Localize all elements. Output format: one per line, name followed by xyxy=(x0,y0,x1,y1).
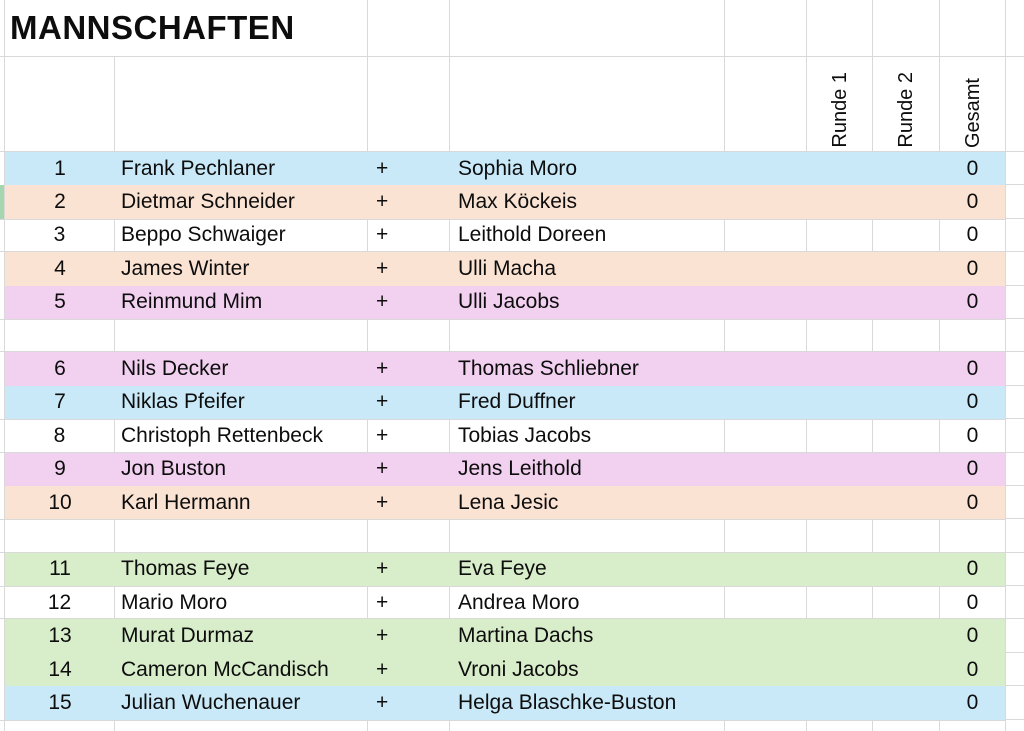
gesamt-value[interactable]: 0 xyxy=(940,453,1006,486)
spacer-cell xyxy=(725,185,807,218)
runde1-cell[interactable] xyxy=(807,486,873,519)
row-right-sliver xyxy=(1006,386,1024,419)
plus-sign[interactable]: + xyxy=(368,419,450,452)
team-number[interactable]: 4 xyxy=(5,252,115,285)
header-row-cell-d xyxy=(450,57,725,152)
title-row-cell-e xyxy=(725,0,807,57)
player2-name[interactable]: Leithold Doreen xyxy=(450,219,725,252)
gesamt-value[interactable]: 0 xyxy=(940,252,1006,285)
player1-name[interactable]: Julian Wuchenauer xyxy=(115,686,368,719)
plus-sign[interactable]: + xyxy=(368,686,450,719)
row-right-sliver xyxy=(1006,653,1024,686)
runde2-cell[interactable] xyxy=(873,453,940,486)
player1-name[interactable]: Dietmar Schneider xyxy=(115,185,368,218)
spacer-cell xyxy=(725,252,807,285)
team-number[interactable]: 9 xyxy=(5,453,115,486)
runde1-cell[interactable] xyxy=(807,653,873,686)
player2-name[interactable]: Jens Leithold xyxy=(450,453,725,486)
header-row-cell-e xyxy=(725,57,807,152)
row-right-sliver xyxy=(1006,686,1024,719)
gap-row-5-cell-d xyxy=(450,319,725,352)
sheet-title[interactable]: MANNSCHAFTEN xyxy=(5,0,368,57)
gesamt-value[interactable]: 0 xyxy=(940,653,1006,686)
runde1-cell[interactable] xyxy=(807,553,873,586)
gap-row-10-cell-d xyxy=(450,519,725,552)
player1-name[interactable]: Beppo Schwaiger xyxy=(115,219,368,252)
runde2-cell[interactable] xyxy=(873,286,940,319)
player1-name[interactable]: Frank Pechlaner xyxy=(115,152,368,185)
spacer-cell xyxy=(725,219,807,252)
player2-name[interactable]: Tobias Jacobs xyxy=(450,419,725,452)
team-number[interactable]: 6 xyxy=(5,352,115,385)
player2-name[interactable]: Helga Blaschke-Buston xyxy=(450,686,725,719)
bottom-row-cell-c xyxy=(368,720,450,731)
player1-name[interactable]: Niklas Pfeifer xyxy=(115,386,368,419)
gesamt-value[interactable]: 0 xyxy=(940,386,1006,419)
col-header-gesamt[interactable] xyxy=(940,57,1006,152)
header-row-cell-c xyxy=(368,57,450,152)
col-header-runde-1-label: Runde 1 xyxy=(828,72,851,148)
player2-name[interactable]: Max Köckeis xyxy=(450,185,725,218)
plus-sign[interactable]: + xyxy=(368,653,450,686)
row-right-sliver xyxy=(1006,553,1024,586)
spacer-cell xyxy=(725,386,807,419)
runde1-cell[interactable] xyxy=(807,286,873,319)
team-number[interactable]: 14 xyxy=(5,653,115,686)
gap-row-5-cell-e xyxy=(725,319,807,352)
runde2-cell[interactable] xyxy=(873,219,940,252)
runde1-cell[interactable] xyxy=(807,252,873,285)
runde1-cell[interactable] xyxy=(807,386,873,419)
row-right-sliver xyxy=(1006,252,1024,285)
player2-name[interactable]: Fred Duffner xyxy=(450,386,725,419)
plus-sign[interactable]: + xyxy=(368,453,450,486)
team-number[interactable]: 5 xyxy=(5,286,115,319)
row-right-sliver xyxy=(1006,185,1024,218)
team-number[interactable]: 2 xyxy=(5,185,115,218)
runde2-cell[interactable] xyxy=(873,653,940,686)
gesamt-value[interactable]: 0 xyxy=(940,686,1006,719)
runde2-cell[interactable] xyxy=(873,686,940,719)
runde1-cell[interactable] xyxy=(807,419,873,452)
gesamt-value[interactable]: 0 xyxy=(940,152,1006,185)
runde2-cell[interactable] xyxy=(873,486,940,519)
player1-name[interactable]: Karl Hermann xyxy=(115,486,368,519)
plus-sign[interactable]: + xyxy=(368,553,450,586)
row-right-sliver xyxy=(1006,152,1024,185)
title-row-right-sliver xyxy=(1006,0,1024,57)
row-right-sliver xyxy=(1006,619,1024,652)
row-right-sliver xyxy=(1006,486,1024,519)
plus-sign[interactable]: + xyxy=(368,286,450,319)
team-number[interactable]: 7 xyxy=(5,386,115,419)
player2-name[interactable]: Andrea Moro xyxy=(450,586,725,619)
runde1-cell[interactable] xyxy=(807,152,873,185)
player1-name[interactable]: Thomas Feye xyxy=(115,553,368,586)
row-right-sliver xyxy=(1006,453,1024,486)
spacer-cell xyxy=(725,419,807,452)
col-header-runde-2-label: Runde 2 xyxy=(895,72,917,148)
runde1-cell[interactable] xyxy=(807,619,873,652)
team-number[interactable]: 11 xyxy=(5,553,115,586)
bottom-row-cell-b xyxy=(115,720,368,731)
bottom-row-cell-e xyxy=(725,720,807,731)
gap-row-5-cell-g xyxy=(873,319,940,352)
player1-name[interactable]: James Winter xyxy=(115,252,368,285)
spacer-cell xyxy=(725,486,807,519)
gap-row-10-cell-g xyxy=(873,519,940,552)
player2-name[interactable]: Ulli Macha xyxy=(450,252,725,285)
runde2-cell[interactable] xyxy=(873,619,940,652)
plus-sign[interactable]: + xyxy=(368,386,450,419)
player2-name[interactable]: Lena Jesic xyxy=(450,486,725,519)
bottom-row-cell-f xyxy=(807,720,873,731)
player1-name[interactable]: Cameron McCandisch xyxy=(115,653,368,686)
spacer-cell xyxy=(725,286,807,319)
team-number[interactable]: 1 xyxy=(5,152,115,185)
spacer-cell xyxy=(725,586,807,619)
player2-name[interactable]: Vroni Jacobs xyxy=(450,653,725,686)
runde1-cell[interactable] xyxy=(807,453,873,486)
runde2-cell[interactable] xyxy=(873,553,940,586)
plus-sign[interactable]: + xyxy=(368,185,450,218)
gap-row-right-sliver xyxy=(1006,519,1024,552)
gap-row-10-cell-h xyxy=(940,519,1006,552)
plus-sign[interactable]: + xyxy=(368,619,450,652)
gesamt-value[interactable]: 0 xyxy=(940,486,1006,519)
runde1-cell[interactable] xyxy=(807,185,873,218)
spacer-cell xyxy=(725,653,807,686)
player2-name[interactable]: Ulli Jacobs xyxy=(450,286,725,319)
runde1-cell[interactable] xyxy=(807,686,873,719)
plus-sign[interactable]: + xyxy=(368,352,450,385)
spacer-cell xyxy=(725,352,807,385)
runde2-cell[interactable] xyxy=(873,152,940,185)
gap-row-10-cell-c xyxy=(368,519,450,552)
header-row-cell-b xyxy=(115,57,368,152)
gap-row-10-cell-e xyxy=(725,519,807,552)
header-row-right-sliver xyxy=(1006,57,1024,152)
gesamt-value[interactable]: 0 xyxy=(940,286,1006,319)
plus-sign[interactable]: + xyxy=(368,486,450,519)
player1-name[interactable]: Christoph Rettenbeck xyxy=(115,419,368,452)
row-right-sliver xyxy=(1006,586,1024,619)
player1-name[interactable]: Reinmund Mim xyxy=(115,286,368,319)
spacer-cell xyxy=(725,619,807,652)
title-row-cell-d xyxy=(450,0,725,57)
gesamt-value[interactable]: 0 xyxy=(940,419,1006,452)
col-header-runde-1[interactable] xyxy=(807,57,873,152)
player1-name[interactable]: Nils Decker xyxy=(115,352,368,385)
plus-sign[interactable]: + xyxy=(368,152,450,185)
gap-row-5-cell-f xyxy=(807,319,873,352)
team-number[interactable]: 13 xyxy=(5,619,115,652)
row-right-sliver xyxy=(1006,286,1024,319)
bottom-row-cell-a xyxy=(5,720,115,731)
plus-sign[interactable]: + xyxy=(368,586,450,619)
gesamt-value[interactable]: 0 xyxy=(940,586,1006,619)
gap-row-5-cell-h xyxy=(940,319,1006,352)
team-number[interactable]: 10 xyxy=(5,486,115,519)
row-right-sliver xyxy=(1006,419,1024,452)
gap-row-10-cell-f xyxy=(807,519,873,552)
runde2-cell[interactable] xyxy=(873,352,940,385)
gap-row-right-sliver xyxy=(1006,319,1024,352)
runde2-cell[interactable] xyxy=(873,386,940,419)
gap-row-10-cell-a xyxy=(5,519,115,552)
gap-row-5-cell-a xyxy=(5,319,115,352)
spacer-cell xyxy=(725,553,807,586)
player1-name[interactable]: Jon Buston xyxy=(115,453,368,486)
gesamt-value[interactable]: 0 xyxy=(940,185,1006,218)
gesamt-value[interactable]: 0 xyxy=(940,553,1006,586)
gesamt-value[interactable]: 0 xyxy=(940,219,1006,252)
player1-name[interactable]: Murat Durmaz xyxy=(115,619,368,652)
runde2-cell[interactable] xyxy=(873,586,940,619)
player2-name[interactable]: Thomas Schliebner xyxy=(450,352,725,385)
team-number[interactable]: 3 xyxy=(5,219,115,252)
title-row-cell-c xyxy=(368,0,450,57)
gesamt-value[interactable]: 0 xyxy=(940,619,1006,652)
player2-name[interactable]: Eva Feye xyxy=(450,553,725,586)
spacer-cell xyxy=(725,453,807,486)
team-number[interactable]: 15 xyxy=(5,686,115,719)
runde2-cell[interactable] xyxy=(873,252,940,285)
player1-name[interactable]: Mario Moro xyxy=(115,586,368,619)
row-right-sliver xyxy=(1006,219,1024,252)
row-right-sliver xyxy=(1006,352,1024,385)
runde1-cell[interactable] xyxy=(807,352,873,385)
col-header-runde-2[interactable] xyxy=(873,57,940,152)
team-number[interactable]: 8 xyxy=(5,419,115,452)
bottom-row-cell-g xyxy=(873,720,940,731)
title-row-cell-g xyxy=(873,0,940,57)
gap-row-5-cell-b xyxy=(115,319,368,352)
runde1-cell[interactable] xyxy=(807,219,873,252)
header-row-cell-a xyxy=(5,57,115,152)
bottom-row-cell-h xyxy=(940,720,1006,731)
bottom-row-cell-d xyxy=(450,720,725,731)
team-number[interactable]: 12 xyxy=(5,586,115,619)
runde2-cell[interactable] xyxy=(873,419,940,452)
title-row-cell-h xyxy=(940,0,1006,57)
player2-name[interactable]: Sophia Moro xyxy=(450,152,725,185)
gesamt-value[interactable]: 0 xyxy=(940,352,1006,385)
player2-name[interactable]: Martina Dachs xyxy=(450,619,725,652)
bottom-row-right-sliver xyxy=(1006,720,1024,731)
col-header-gesamt-label: Gesamt xyxy=(961,77,984,148)
spacer-cell xyxy=(725,152,807,185)
gap-row-10-cell-b xyxy=(115,519,368,552)
gap-row-5-cell-c xyxy=(368,319,450,352)
plus-sign[interactable]: + xyxy=(368,219,450,252)
runde1-cell[interactable] xyxy=(807,586,873,619)
title-row-cell-f xyxy=(807,0,873,57)
plus-sign[interactable]: + xyxy=(368,252,450,285)
runde2-cell[interactable] xyxy=(873,185,940,218)
spacer-cell xyxy=(725,686,807,719)
